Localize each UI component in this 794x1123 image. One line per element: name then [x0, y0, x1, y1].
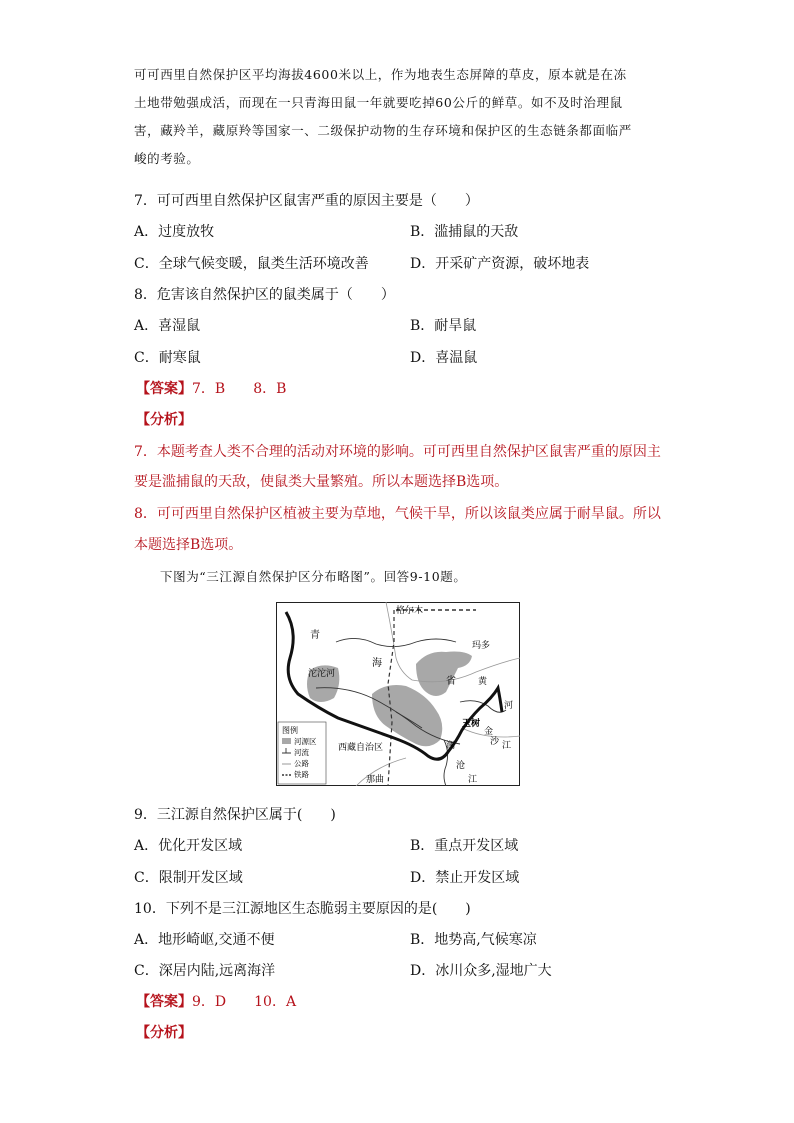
legend-rail: 铁路 [294, 770, 309, 779]
q7-option-a: A．过度放牧 [134, 224, 215, 240]
label-hai: 海 [372, 658, 382, 669]
q9-option-b: B．重点开发区域 [410, 838, 519, 854]
intro-line: 土地带勉强成活，而现在一只青海田鼠一年就要吃掉60公斤的鲜草。如不及时治理鼠 [134, 95, 623, 110]
analysis-line: 8．可可西里自然保护区植被主要为草地，气候干旱，所以该鼠类应属于耐旱鼠。所以 [134, 506, 661, 522]
q10-option-a: A．地形崎岖,交通不便 [134, 932, 275, 948]
label-huang: 黄 [478, 677, 488, 687]
label-tuotuo: 沱沱河 [308, 669, 336, 679]
label-naqu: 那曲 [366, 775, 385, 785]
answer-value: 9．D 10．A [192, 994, 297, 1010]
analysis-label: 【分析】 [136, 412, 192, 428]
q10-option-d: D．冰川众多,湿地广大 [410, 963, 552, 979]
q9-option-d: D．禁止开发区域 [410, 870, 520, 886]
q10-option-c: C．深居内陆,远离海洋 [134, 963, 276, 979]
q9-option-c: C．限制开发区域 [134, 870, 243, 886]
label-yushu: 玉树 [462, 719, 481, 729]
label-he: 河 [504, 701, 514, 711]
q9-stem: 9．三江源自然保护区属于( ) [134, 807, 336, 823]
label-jin: 金 [484, 727, 494, 737]
answer-row-1 [136, 379, 286, 399]
label-sha: 沙 [490, 737, 500, 747]
analysis-line: 要是滥捕鼠的天敌，使鼠类大量繁殖。所以本题选择B选项。 [134, 474, 509, 490]
q7-option-d: D．开采矿产资源，破坏地表 [410, 256, 590, 272]
q7-option-c: C．全球气候变暖，鼠类生活环境改善 [134, 256, 369, 272]
q9-option-a: A．优化开发区域 [134, 838, 243, 854]
label-sheng: 省 [446, 676, 456, 687]
intro-line: 害，藏羚羊，藏原羚等国家一、二级保护动物的生存环境和保护区的生态链条都面临严 [134, 123, 632, 138]
q8-option-c: C．耐寒鼠 [134, 350, 201, 366]
legend-river: 河流 [294, 748, 309, 757]
analysis-line: 本题选择B选项。 [134, 537, 243, 553]
q10-option-b: B．地势高,气候寒凉 [410, 932, 537, 948]
analysis-line: 7．本题考查人类不合理的活动对环境的影响。可可西里自然保护区鼠害严重的原因主 [134, 444, 661, 460]
q7-option-b: B．滥捕鼠的天敌 [410, 224, 519, 240]
intro-line: 峻的考验。 [134, 151, 200, 166]
answer-label: 【答案】 [136, 994, 192, 1010]
label-maduo: 玛多 [472, 641, 491, 651]
legend-road: 公路 [294, 759, 309, 768]
label-golmud: 格尔木 [396, 606, 424, 616]
label-qing: 青 [310, 630, 320, 641]
answer-label: 【答案】 [136, 381, 192, 397]
label-jiang1: 江 [502, 741, 512, 751]
label-cang: 沧 [456, 761, 466, 771]
answer-row-2 [136, 992, 296, 1012]
q8-option-d: D．喜温鼠 [410, 350, 478, 366]
label-jiang2: 江 [468, 775, 478, 785]
label-tibet: 西藏自治区 [338, 743, 384, 753]
q8-option-b: B．耐旱鼠 [410, 318, 477, 334]
intro-line: 可可西里自然保护区平均海拔4600米以上，作为地表生态屏障的草皮，原本就是在冻 [134, 67, 627, 82]
q7-stem: 7．可可西里自然保护区鼠害严重的原因主要是（ ） [134, 193, 479, 209]
q10-stem: 10．下列不是三江源地区生态脆弱主要原因的是( ) [134, 901, 471, 917]
intro-paragraph [134, 61, 664, 173]
q8-stem: 8．危害该自然保护区的鼠类属于（ ） [134, 287, 395, 303]
map-intro: 下图为“三江源自然保护区分布略图”。回答9-10题。 [160, 569, 467, 584]
q8-option-a: A．喜湿鼠 [134, 318, 201, 334]
answer-value: 7．B 8．B [192, 381, 287, 397]
label-lan: 澜 [446, 741, 456, 751]
legend-source: 河源区 [294, 737, 317, 746]
legend-title: 图例 [282, 726, 298, 735]
analysis-label: 【分析】 [136, 1025, 192, 1041]
sanjiangyuan-map [276, 602, 520, 786]
